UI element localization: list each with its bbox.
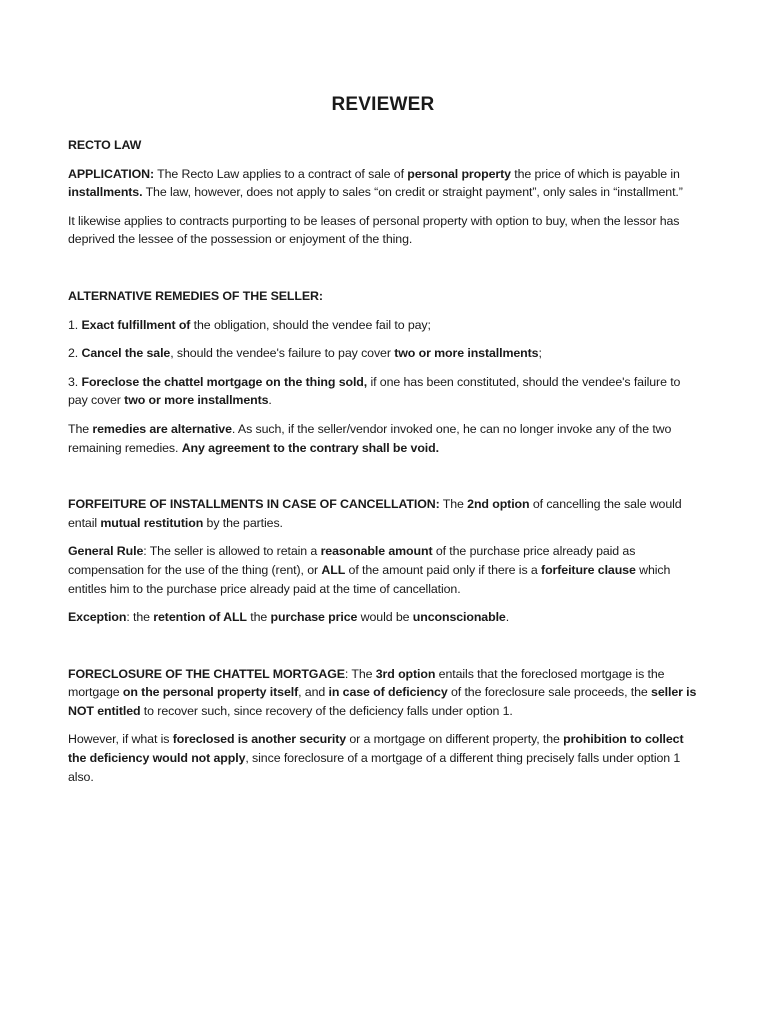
text: of the purchase price already paid as compensation for the use of the thing (rent), or <box>68 544 636 577</box>
text: of the foreclosure sale proceeds, the <box>447 685 652 700</box>
text: of the amount paid only if there is a <box>345 562 542 577</box>
bold-text: two or more installments <box>124 393 269 408</box>
bold-text: forfeiture clause <box>541 562 636 577</box>
text: which entitles him to the purchase price already paid at the time of cancellation. <box>68 562 671 596</box>
bold-text: RECTO LAW <box>68 138 142 152</box>
lease-application-paragraph <box>68 212 698 249</box>
remedies-heading <box>68 287 698 306</box>
foreclosure-paragraph <box>68 665 698 721</box>
text: , should the vendee's failure to pay cover <box>170 346 395 361</box>
text: of cancelling the sale would entail <box>68 497 682 530</box>
bold-text: ALL <box>321 562 346 577</box>
remedy-2-paragraph <box>68 344 698 363</box>
text: . As such, if the seller/vendor invoked one, he can no longer invoke any of the two remaining remedies. <box>68 421 672 455</box>
bold-text: 2nd option <box>467 497 530 512</box>
text: 2. <box>68 346 82 361</box>
text: the obligation, should the vendee fail to pay; <box>190 317 431 332</box>
text: The <box>439 497 468 512</box>
bold-text: remedies are alternative <box>92 421 232 436</box>
exception-paragraph <box>68 608 698 627</box>
bold-text: seller is NOT entitled <box>68 685 697 718</box>
application-paragraph <box>68 165 698 202</box>
remedy-3-paragraph <box>68 373 698 410</box>
bold-text: installments. <box>68 185 143 200</box>
text: if one has been constituted, should the vendee's failure to pay cover <box>68 374 681 408</box>
text: However, if what is <box>68 732 173 747</box>
bold-text: mutual restitution <box>100 515 204 530</box>
text: . <box>268 393 272 408</box>
bold-text: Exception <box>68 610 127 625</box>
bold-text: FORECLOSURE OF THE CHATTEL MORTGAGE <box>68 666 345 681</box>
recto-law-heading <box>68 136 698 155</box>
document-body <box>68 136 698 786</box>
text: or a mortgage on different property, the <box>346 732 564 747</box>
bold-text: purchase price <box>270 610 358 625</box>
forfeiture-paragraph <box>68 495 698 532</box>
bold-text: foreclosed is another security <box>172 732 347 747</box>
text: The Recto Law applies to a contract of sale of <box>154 166 408 181</box>
other-security-paragraph <box>68 730 698 786</box>
text: The law, however, does not apply to sales “on credit or straight payment”, only sales in “installment.” <box>142 185 683 200</box>
text: . <box>505 610 510 625</box>
text: would be <box>357 610 413 625</box>
bold-text: reasonable amount <box>320 544 433 559</box>
text: The <box>68 421 93 436</box>
document-title: REVIEWER <box>331 94 435 115</box>
bold-text: retention of ALL <box>153 610 247 625</box>
bold-text: unconscionable <box>412 610 506 625</box>
section-spacer <box>68 467 698 495</box>
bold-text: Any agreement to the contrary shall be void. <box>181 440 439 455</box>
bold-text: APPLICATION: <box>68 166 154 181</box>
bold-text: on the personal property itself <box>122 685 299 700</box>
bold-text: prohibition to collect the deficiency would not apply <box>68 732 684 766</box>
bold-text: Cancel the sale <box>81 346 171 361</box>
bold-text: in case of deficiency <box>328 685 448 700</box>
remedy-1-paragraph <box>68 316 698 335</box>
text: 3. <box>68 374 82 389</box>
bold-text: FORFEITURE OF INSTALLMENTS IN CASE OF CANCELLATION: <box>68 497 440 512</box>
text: the <box>246 610 271 625</box>
text: to recover such, since recovery of the deficiency falls under option 1. <box>140 703 513 718</box>
text: entails that the foreclosed mortgage is the mortgage <box>68 666 665 700</box>
bold-text: two or more installments <box>394 346 539 361</box>
bold-text: General Rule <box>68 544 144 559</box>
section-spacer <box>68 637 698 665</box>
text: : The seller is allowed to retain a <box>143 544 321 559</box>
text: , and <box>298 685 329 700</box>
remedies-note-paragraph <box>68 420 698 457</box>
text: 1. <box>68 317 82 332</box>
general-rule-paragraph <box>68 542 698 598</box>
bold-text: ALTERNATIVE REMEDIES OF THE SELLER: <box>68 288 323 303</box>
text: ; <box>538 346 542 361</box>
text: , since foreclosure of a mortgage of a different thing precisely falls under option 1 also. <box>68 751 681 784</box>
text: : The <box>344 666 376 681</box>
bold-text: Exact fulfillment of <box>81 317 191 332</box>
text: the price of which is payable in <box>510 166 680 181</box>
bold-text: 3rd option <box>375 666 436 681</box>
text: : the <box>126 610 154 625</box>
section-spacer <box>68 259 698 287</box>
text: It likewise applies to contracts purporting to be leases of personal property with option to buy, when the lessor has deprived the lessee of the possession or enjoyment of the thing. <box>68 213 680 247</box>
text: by the parties. <box>203 515 283 530</box>
bold-text: Foreclose the chattel mortgage on the thing sold, <box>81 374 368 389</box>
bold-text: personal property <box>407 166 511 181</box>
